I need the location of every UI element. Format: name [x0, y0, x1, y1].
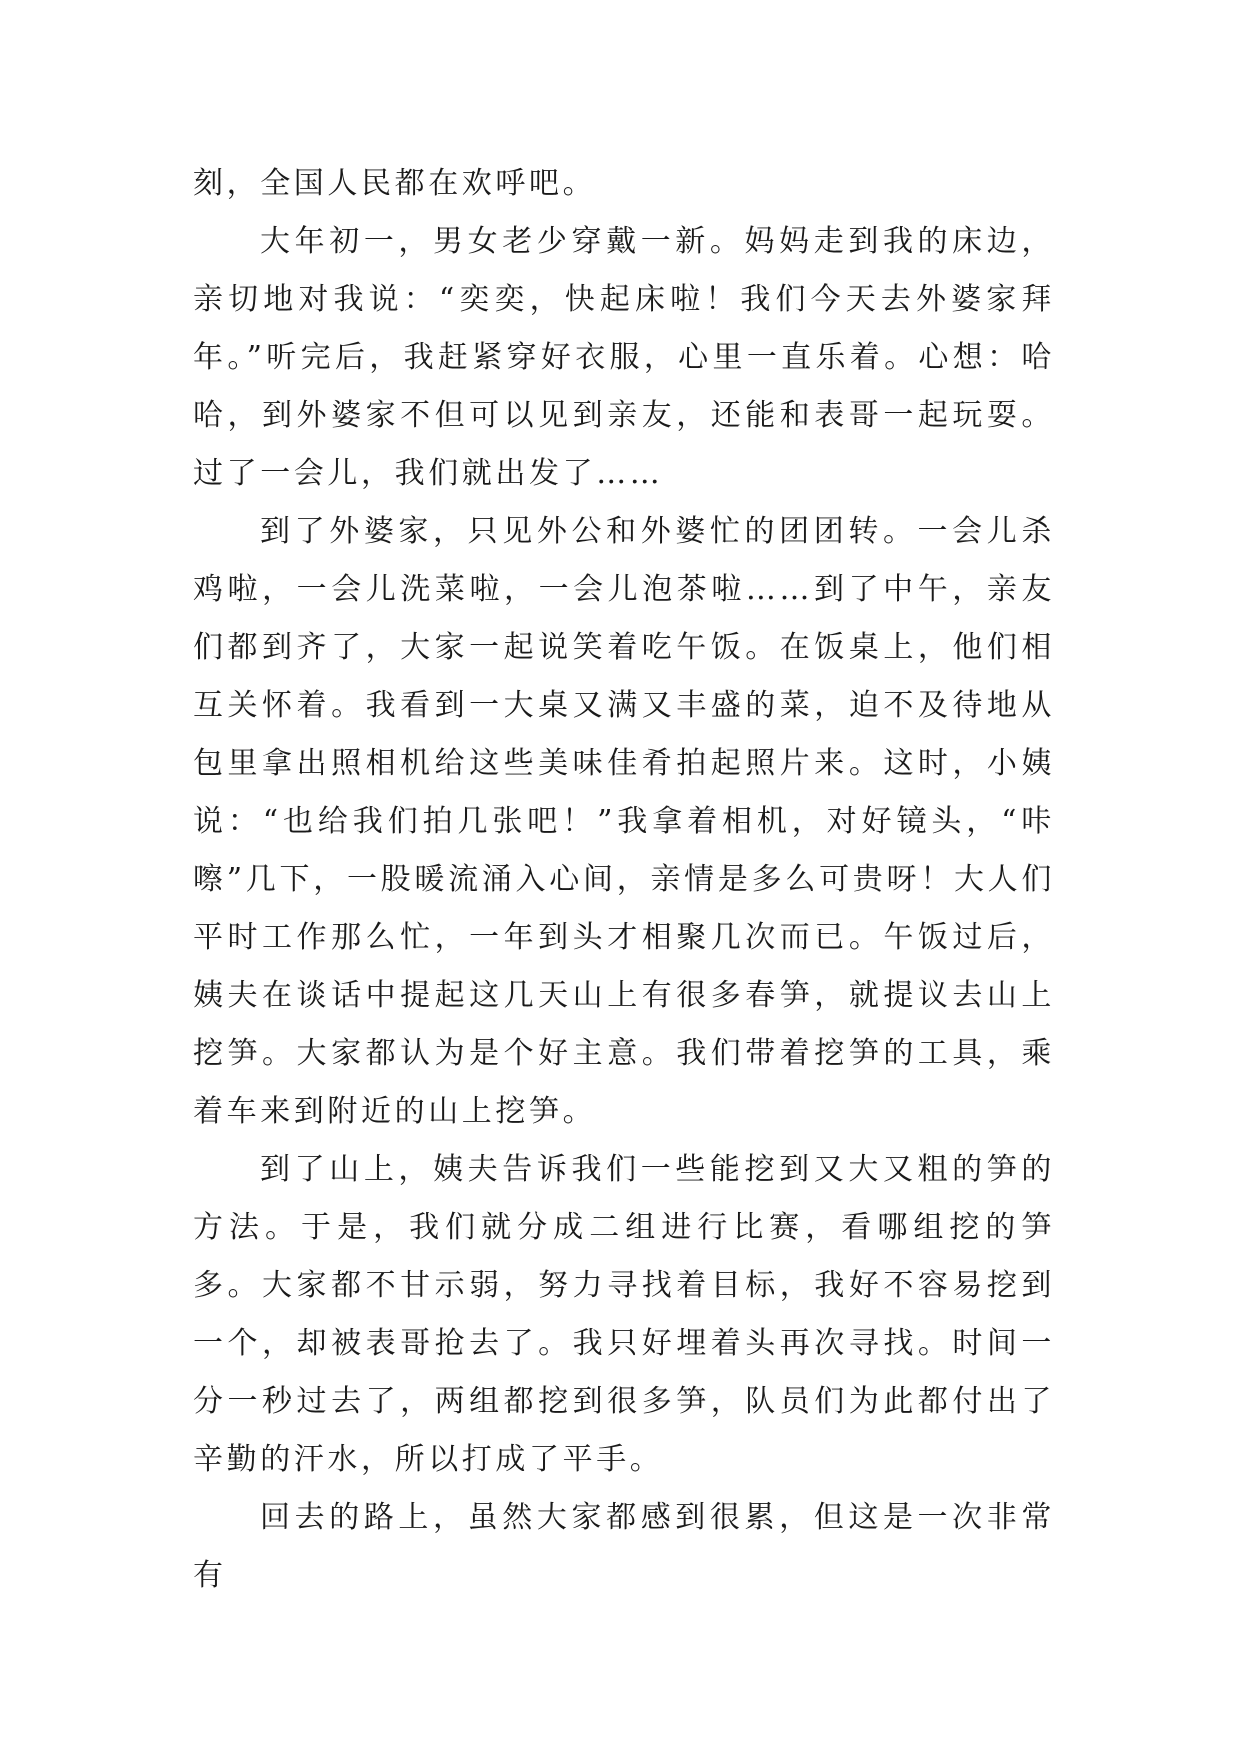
- document-body: [193, 155, 1055, 1605]
- paragraph-2: 大年初一，男女老少穿戴一新。妈妈走到我的床边，亲切地对我说：“奕奕，快起床啦！我们今天去外婆家拜年。”听完后，我赶紧穿好衣服，心里一直乐着。心想：哈哈，到外婆家不但可以见到亲友，还能和表哥一起玩耍。过了一会儿，我们就出发了……: [193, 224, 1055, 491]
- paragraph-1: 刻，全国人民都在欢呼吧。: [193, 166, 597, 201]
- paragraph-3: 到了外婆家，只见外公和外婆忙的团团转。一会儿杀鸡啦，一会儿洗菜啦，一会儿泡茶啦……到了中午，亲友们都到齐了，大家一起说笑着吃午饭。在饭桌上，他们相互关怀着。我看到一大桌又满又丰盛的菜，迫不及待地从包里拿出照相机给这些美味佳肴拍起照片来。这时，小姨说：“也给我们拍几张吧！”我拿着相机，对好镜头，“咔嚓”几下，一股暖流涌入心间，亲情是多么可贵呀！大人们平时工作那么忙，一年到头才相聚几次而已。午饭过后，姨夫在谈话中提起这几天山上有很多春笋，就提议去山上挖笋。大家都认为是个好主意。我们带着挖笋的工具，乘着车来到附近的山上挖笋。: [193, 514, 1055, 1129]
- paragraph-5: 回去的路上，虽然大家都感到很累，但这是一次非常有: [193, 1500, 1055, 1593]
- paragraph-4: 到了山上，姨夫告诉我们一些能挖到又大又粗的笋的方法。于是，我们就分成二组进行比赛，看哪组挖的笋多。大家都不甘示弱，努力寻找着目标，我好不容易挖到一个，却被表哥抢去了。我只好埋着头再次寻找。时间一分一秒过去了，两组都挖到很多笋，队员们为此都付出了辛勤的汗水，所以打成了平手。: [193, 1152, 1055, 1477]
